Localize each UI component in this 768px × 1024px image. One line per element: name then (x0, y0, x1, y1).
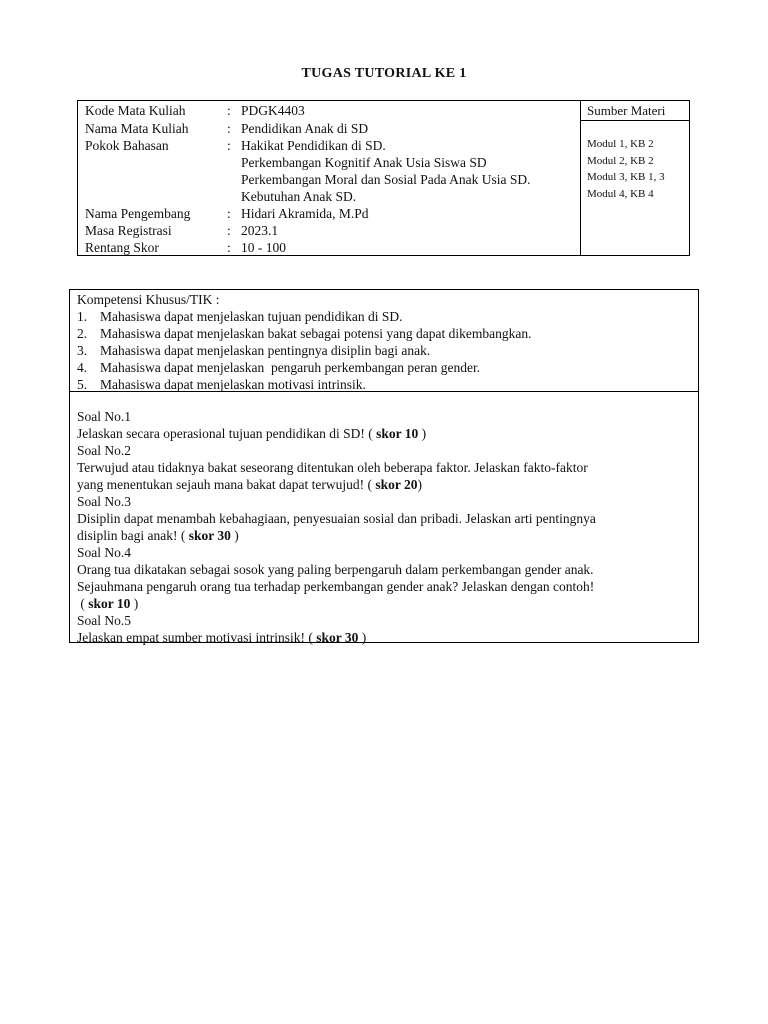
question-label: Soal No.4 (77, 545, 131, 560)
label-pengembang: Nama Pengembang (85, 206, 191, 221)
value-kode: PDGK4403 (241, 103, 305, 118)
pokok-line: Hakikat Pendidikan di SD. (241, 138, 386, 153)
question-text: Terwujud atau tidaknya bakat seseorang ditentukan oleh beberapa faktor. Jelaskan fakto-faktor (77, 460, 588, 475)
source-item: Modul 1, KB 2 (587, 138, 654, 150)
question-label: Soal No.2 (77, 443, 131, 458)
question-score: skor 10 (376, 426, 419, 441)
colon: : (227, 206, 231, 221)
competency-text: Mahasiswa dapat menjelaskan pengaruh perkembangan peran gender. (100, 360, 481, 375)
question-text: Jelaskan empat sumber motivasi intrinsik! ( skor 30 ) (77, 630, 367, 645)
course-info-left (78, 101, 581, 255)
question-text: ( skor 10 ) (77, 596, 139, 611)
question-text: Sejauhmana pengaruh orang tua terhadap perkembangan gender anak? Jelaskan dengan contoh! (77, 579, 595, 594)
competency-number: 2. (77, 326, 88, 341)
question-score: skor 30 (316, 630, 359, 645)
colon: : (227, 103, 231, 118)
competency-number: 1. (77, 309, 88, 324)
colon: : (227, 121, 231, 136)
value-masa: 2023.1 (241, 223, 279, 238)
pokok-line: Kebutuhan Anak SD. (241, 189, 357, 204)
question-text: Jelaskan secara operasional tujuan pendidikan di SD! ( skor 10 ) (77, 426, 427, 441)
colon: : (227, 240, 231, 255)
label-kode: Kode Mata Kuliah (85, 103, 186, 118)
competency-item (77, 359, 698, 376)
source-material-header: Sumber Materi (581, 101, 689, 121)
value-nama: Pendidikan Anak di SD (241, 121, 369, 136)
question-text: yang menentukan sejauh mana bakat dapat terwujud! ( skor 20) (77, 477, 423, 492)
pokok-line: Perkembangan Kognitif Anak Usia Siswa SD (241, 155, 487, 170)
competency-number: 4. (77, 360, 88, 375)
question-text: Orang tua dikatakan sebagai sosok yang paling berpengaruh dalam perkembangan gender anak. (77, 562, 594, 577)
colon: : (227, 138, 231, 153)
competency-item (77, 325, 698, 342)
question-score: skor 30 (188, 528, 231, 543)
question-label: Soal No.1 (77, 409, 131, 424)
value-pokok (241, 137, 530, 205)
document-title: TUGAS TUTORIAL KE 1 (301, 66, 467, 81)
competency-questions-box (69, 289, 699, 643)
label-nama: Nama Mata Kuliah (85, 121, 189, 136)
source-material-column (581, 101, 689, 255)
competency-item (77, 342, 698, 359)
competency-text: Mahasiswa dapat menjelaskan tujuan pendidikan di SD. (100, 309, 403, 324)
question-score: skor 20 (375, 477, 418, 492)
competency-text: Mahasiswa dapat menjelaskan pentingnya disiplin bagi anak. (100, 343, 431, 358)
value-skor: 10 - 100 (241, 240, 286, 255)
source-item: Modul 3, KB 1, 3 (587, 171, 665, 183)
question-label: Soal No.3 (77, 494, 131, 509)
competency-number: 3. (77, 343, 88, 358)
pokok-line: Perkembangan Moral dan Sosial Pada Anak Usia SD. (241, 172, 531, 187)
competency-item (77, 376, 698, 393)
source-item: Modul 4, KB 4 (587, 187, 654, 200)
questions-section (70, 408, 698, 646)
question-label: Soal No.5 (77, 613, 131, 628)
label-masa: Masa Registrasi (85, 223, 172, 238)
question-text: disiplin bagi anak! ( skor 30 ) (77, 528, 239, 543)
competency-item (77, 308, 698, 325)
competency-heading: Kompetensi Khusus/TIK : (77, 292, 220, 307)
competency-text: Mahasiswa dapat menjelaskan bakat sebagai potensi yang dapat dikembangkan. (100, 326, 532, 341)
course-info-table (77, 100, 690, 256)
competency-text: Mahasiswa dapat menjelaskan motivasi intrinsik. (100, 377, 366, 392)
question-text: Disiplin dapat menambah kebahagiaan, penyesuaian sosial dan pribadi. Jelaskan arti pentingnya (77, 511, 596, 526)
colon: : (227, 223, 231, 238)
label-skor: Rentang Skor (85, 240, 159, 255)
competency-section (70, 290, 698, 392)
value-pengembang: Hidari Akramida, M.Pd (241, 206, 369, 221)
competency-number: 5. (77, 377, 88, 392)
source-item: Modul 2, KB 2 (587, 154, 654, 167)
question-score: skor 10 (88, 596, 131, 611)
label-pokok: Pokok Bahasan (85, 138, 169, 153)
source-material-list (581, 121, 689, 202)
